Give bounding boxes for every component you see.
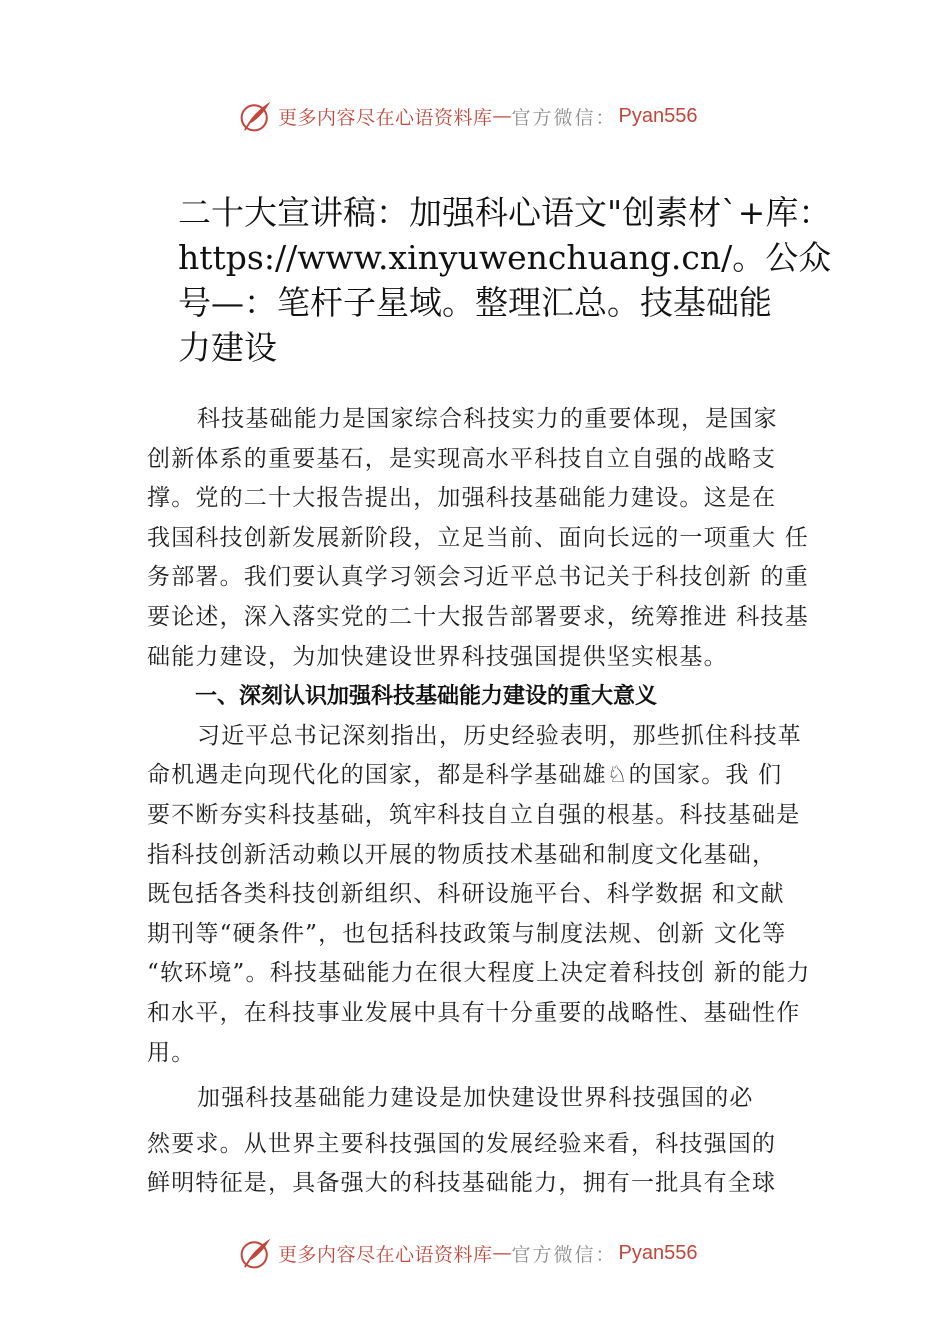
- section-heading: 一、深刻认识加强科技基础能力建设的重大意义: [195, 684, 658, 710]
- text-line: 撑。党的二十大报告提出，加强科技基础能力建设。这是在: [147, 485, 777, 512]
- paragraph-intro: [147, 400, 847, 677]
- paragraph-significance: [147, 717, 847, 1073]
- banner-wechat-id: Pyan556: [618, 1241, 698, 1264]
- text-line: 和水平，在科技事业发展中具有十分重要的战略性、基础性作: [147, 999, 801, 1026]
- text-line: 础能力建设，为加快建设世界科技强国提供坚实根基。: [147, 643, 728, 670]
- banner-wechat-id: Pyan556: [618, 104, 698, 127]
- title-line: 二十大宣讲稿：加强科心语文"创素材`+库：: [178, 193, 832, 232]
- document-title: [178, 190, 858, 370]
- banner-library-text: 更多内容尽在心语资料库: [278, 1243, 493, 1266]
- text-line: 习近平总书记深刻指出，历史经验表明，那些抓住科技革: [197, 722, 802, 749]
- header-banner: [238, 96, 698, 136]
- text-line: 要不断夯实科技基础，筑牢科技自立自强的根基。科技基础是: [147, 801, 801, 828]
- text-line: 用。: [147, 1039, 196, 1066]
- title-line: 号—：笔杆子星域。整理汇总。技基础能: [178, 283, 772, 322]
- banner-library-text: 更多内容尽在心语资料库: [278, 106, 493, 129]
- text-line: 然要求。从世界主要科技强国的发展经验来看，科技强国的: [147, 1130, 777, 1157]
- text-line: 创新体系的重要基石，是实现高水平科技自立自强的战略支: [147, 445, 777, 472]
- banner-wechat-label: 官方微信：: [511, 106, 617, 129]
- text-line: “软环境”。科技基础能力在很大程度上决定着科技创 新的能力: [147, 960, 811, 987]
- text-line: 既包括各类科技创新组织、科研设施平台、科学数据 和文献: [147, 881, 785, 908]
- banner-dash: —: [492, 105, 512, 127]
- text-line: 命机遇走向现代化的国家，都是科学基础雄♘的国家。我 们: [147, 762, 783, 789]
- text-line: 指科技创新活动赖以开展的物质技术基础和制度文化基础，: [147, 841, 777, 868]
- text-line: 鲜明特征是，具备强大的科技基础能力，拥有一批具有全球: [147, 1170, 777, 1197]
- paragraph-requirement: [147, 1079, 847, 1204]
- document-body: [147, 400, 847, 1204]
- quill-pen-logo-icon: [238, 1235, 274, 1271]
- text-line: 期刊等“硬条件”，也包括科技政策与制度法规、创新 文化等: [147, 920, 787, 947]
- text-line: 加强科技基础能力建设是加快建设世界科技强国的必: [197, 1085, 754, 1112]
- quill-pen-logo-icon: [238, 98, 274, 134]
- title-line: https://www.xinyuwenchuang.cn/。公众: [178, 238, 832, 277]
- text-line: 科技基础能力是国家综合科技实力的重要体现，是国家: [197, 406, 778, 432]
- text-line: 要论述，深入落实党的二十大报告部署要求，统筹推进 科技基: [147, 603, 809, 630]
- text-line: 务部署。我们要认真学习领会习近平总书记关于科技创新 的重: [147, 564, 809, 591]
- title-line: 力建设: [178, 328, 277, 367]
- banner-wechat-label: 官方微信：: [511, 1243, 617, 1266]
- footer-banner: [238, 1233, 698, 1273]
- banner-dash: —: [492, 1242, 512, 1264]
- text-line: 我国科技创新发展新阶段，立足当前、面向长远的一项重大 任: [147, 524, 809, 551]
